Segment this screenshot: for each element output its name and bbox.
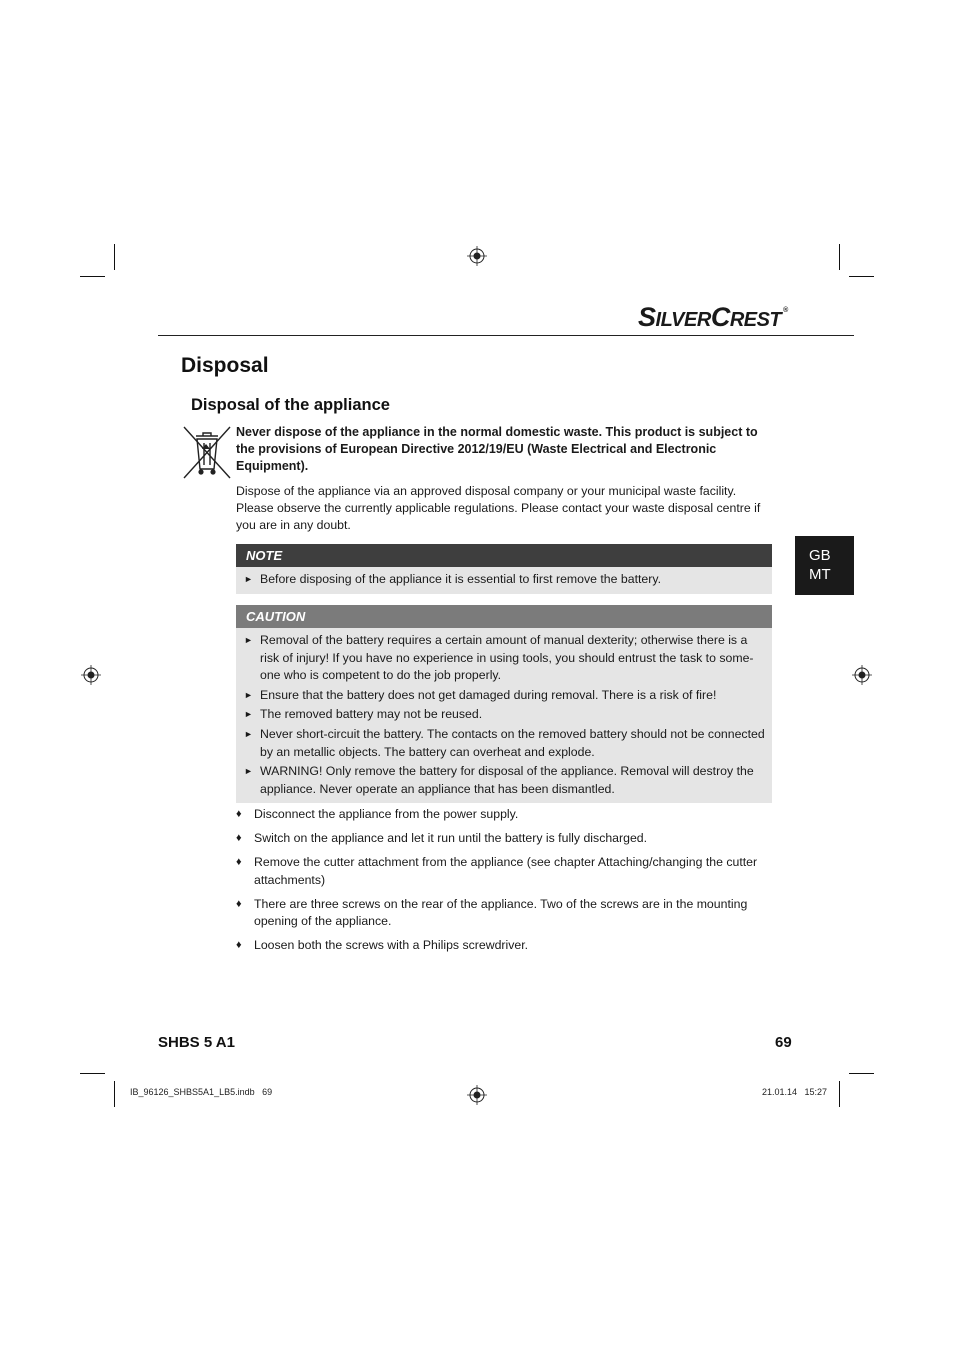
caution-item-text: The removed battery may not be reused. [260, 707, 483, 722]
arrow-bullet-icon: ► [244, 728, 253, 739]
caution-item [244, 706, 766, 724]
warning-text: Never dispose of the appliance in the normal domestic waste. This product is subject to the provisions of European Directive 2012/19/EU (Waste Electrical and Electronic Equipment). [236, 425, 758, 474]
note-item-text: Before disposing of the appliance it is essential to first remove the battery. [260, 572, 661, 586]
step-text: Switch on the appliance and let it run until the battery is fully discharged. [254, 830, 648, 845]
crop-mark [80, 276, 105, 277]
crop-mark [839, 1081, 840, 1107]
caution-item-text: WARNING! Only remove the battery for disposal of the appliance. Removal will destroy the appliance. Never operate an appliance that has been dismantled. [260, 764, 754, 796]
arrow-bullet-icon: ► [244, 766, 253, 777]
step-text: Disconnect the appliance from the power supply. [254, 807, 519, 821]
step-item [236, 830, 772, 848]
diamond-bullet-icon: ♦ [236, 808, 242, 820]
registration-mark-icon [467, 1085, 487, 1105]
crop-mark [849, 276, 874, 277]
caution-body [236, 628, 772, 803]
crossed-out-wheelie-bin-icon [182, 424, 232, 480]
note-box [236, 544, 772, 594]
registration-mark-icon [852, 665, 872, 685]
logo-letter: S [638, 302, 656, 332]
print-slug-date: 21.01.14 15:27 [762, 1087, 828, 1097]
caution-item [244, 763, 766, 798]
language-code: MT [809, 566, 831, 583]
caution-item-text: Removal of the battery requires a certain amount of manual dexterity; otherwise there is a risk of injury! If you have no experience in using tools, you should entrust the task to some-one who is competent to do the job properly. [260, 633, 754, 683]
step-item [236, 937, 772, 955]
registration-mark-icon [467, 246, 487, 266]
step-text: There are three screws on the rear of the appliance. Two of the screws are in the mounting opening of the appliance. [254, 896, 748, 929]
subsection-title: Disposal of the appliance [191, 396, 390, 414]
note-item [244, 571, 766, 589]
diamond-bullet-icon: ♦ [236, 897, 242, 910]
diamond-bullet-icon: ♦ [236, 831, 242, 844]
language-tab [795, 536, 854, 595]
arrow-bullet-icon: ► [244, 574, 253, 584]
registered-mark: ® [783, 307, 788, 314]
arrow-bullet-icon: ► [244, 635, 253, 645]
print-slug-file: IB_96126_SHBS5A1_LB5.indb 69 [130, 1087, 273, 1097]
note-label: NOTE [236, 544, 772, 567]
caution-label: CAUTION [236, 605, 772, 628]
step-item [236, 854, 772, 889]
step-item [236, 896, 772, 931]
crop-mark [114, 1081, 115, 1107]
caution-item [244, 726, 766, 761]
step-text: Remove the cutter attachment from the appliance (see chapter Attaching/changing the cutter attachments) [254, 854, 758, 887]
crop-mark [114, 244, 115, 270]
crop-mark [849, 1073, 874, 1074]
header-divider [158, 335, 854, 336]
intro-text: Dispose of the appliance via an approved disposal company or your municipal waste facility. Please observe the currently applicable regulations. Please contact your waste disposal centre if you are in any doubt. [236, 484, 761, 532]
caution-item [244, 687, 766, 705]
brand-logo [638, 302, 788, 333]
note-body [236, 567, 772, 594]
step-text: Loosen both the screws with a Philips screwdriver. [254, 938, 529, 953]
registration-mark-icon [81, 665, 101, 685]
diamond-bullet-icon: ♦ [236, 939, 242, 952]
arrow-bullet-icon: ► [244, 689, 253, 700]
page-number: 69 [775, 1034, 792, 1051]
section-title: Disposal [181, 354, 269, 377]
caution-item [244, 632, 766, 685]
logo-letter: C [710, 302, 730, 332]
step-item [236, 806, 772, 824]
crop-mark [80, 1073, 105, 1074]
procedure-steps [236, 806, 772, 961]
arrow-bullet-icon: ► [244, 709, 253, 720]
caution-item-text: Ensure that the battery does not get damaged during removal. There is a risk of fire! [260, 687, 717, 702]
footer-model: SHBS 5 A1 [158, 1034, 235, 1051]
caution-box [236, 605, 772, 803]
logo-letters: REST [729, 309, 782, 331]
crop-mark [839, 244, 840, 270]
language-code: GB [809, 547, 831, 564]
caution-item-text: Never short-circuit the battery. The contacts on the removed battery should not be connected by an metallic objects. The battery can overheat and explode. [260, 726, 765, 759]
diamond-bullet-icon: ♦ [236, 855, 242, 868]
logo-letters: ILVER [655, 309, 711, 331]
